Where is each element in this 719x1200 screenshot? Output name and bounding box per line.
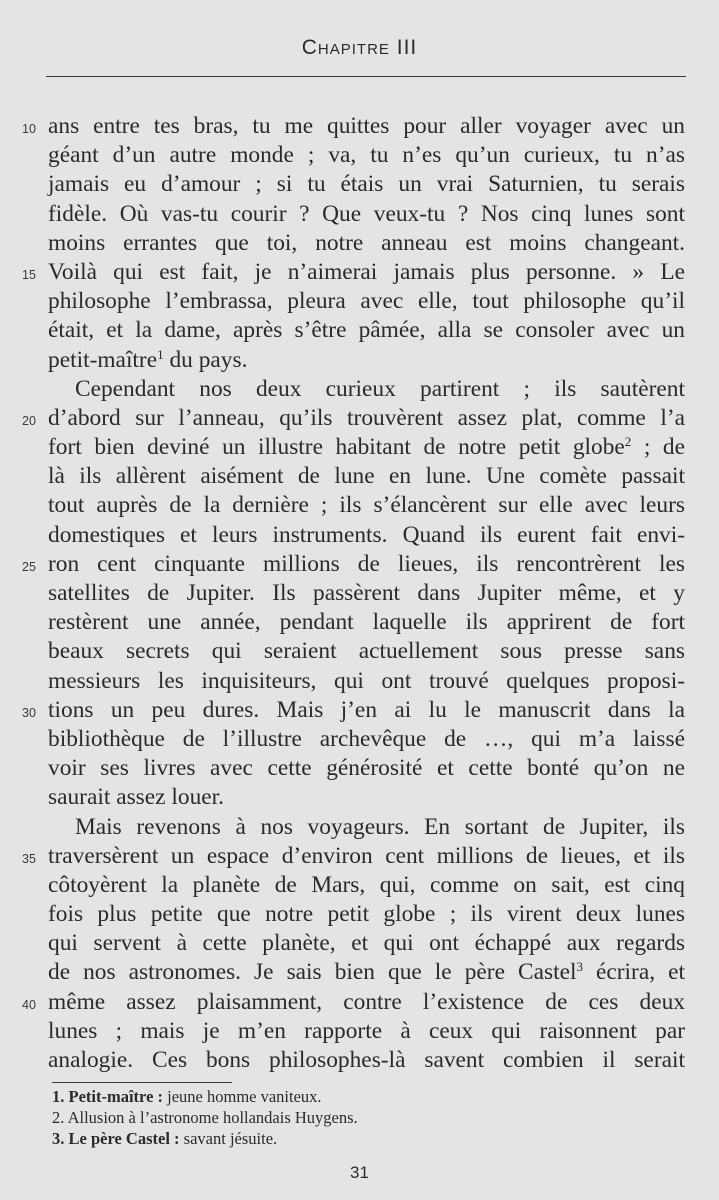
text-line: restèrent une année, pendant laquelle ils apprirent de fort bbox=[48, 609, 685, 636]
text-line: domestiques et leurs instruments. Quand ils eurent fait envi- bbox=[48, 521, 685, 548]
line-number: 20 bbox=[22, 414, 36, 428]
text-line: fois plus petite que notre petit globe ; ils virent deux lunes bbox=[48, 901, 685, 928]
text-line: beaux secrets qui seraient actuellement sous presse sans bbox=[48, 638, 685, 665]
line-number: 35 bbox=[22, 852, 36, 866]
footnote-ref: 1 bbox=[157, 346, 164, 362]
text-line: lunes ; mais je m’en rapporte à ceux qui raisonnent par bbox=[48, 1017, 685, 1044]
text-line: était, et la dame, après s’être pâmée, alla se consoler avec un bbox=[48, 317, 685, 344]
text-line: Mais revenons à nos voyageurs. En sortant de Jupiter, ils bbox=[75, 813, 685, 840]
text-line: fidèle. Où vas-tu courir ? Que veux-tu ? Nos cinq lunes sont bbox=[48, 200, 685, 227]
footnote-rule bbox=[52, 1082, 232, 1083]
text-line: là ils allèrent aisément de lune en lune. Une comète passait bbox=[48, 463, 685, 490]
text-fragment: petit-maître bbox=[48, 346, 158, 373]
text-fragment: fort bien deviné un illustre habitant de notre petit globe bbox=[48, 434, 625, 461]
text-line: ron cent cinquante millions de lieues, ils rencontrèrent les bbox=[48, 550, 685, 577]
text-line: saurait assez louer. bbox=[48, 784, 225, 811]
footnote-number: 1. bbox=[52, 1087, 65, 1106]
text-fragment: écrira, et bbox=[582, 959, 685, 986]
footnote-term: Petit-maître : bbox=[68, 1087, 164, 1106]
footnote-text: jeune homme vaniteux. bbox=[163, 1087, 322, 1106]
footnote-number: 3. bbox=[52, 1129, 65, 1148]
text-line: messieurs les inquisiteurs, qui ont trouvé quelques proposi- bbox=[48, 667, 685, 694]
footnote bbox=[52, 1086, 358, 1107]
text-line: ans entre tes bras, tu me quittes pour aller voyager avec un bbox=[48, 113, 685, 139]
text-line: traversèrent un espace d’environ cent millions de lieues, et ils bbox=[48, 842, 685, 869]
header-rule bbox=[46, 76, 686, 77]
footnote-number: 2. bbox=[52, 1108, 65, 1127]
text-line bbox=[48, 433, 685, 462]
text-line: Cependant nos deux curieux partirent ; ils sautèrent bbox=[75, 375, 685, 402]
text-line: tout auprès de la dernière ; ils s’élancèrent sur elle avec leurs bbox=[48, 492, 685, 519]
text-line: tions un peu dures. Mais j’en ai lu le manuscrit dans la bbox=[48, 696, 685, 723]
text-line: qui servent à cette planète, et qui ont échappé aux regards bbox=[48, 930, 685, 957]
text-line: bibliothèque de l’illustre archevêque de …, qui m’a laissé bbox=[48, 725, 685, 752]
text-line: géant d’un autre monde ; va, tu n’es qu’un curieux, tu n’as bbox=[48, 142, 685, 169]
footnote-text: savant jésuite. bbox=[179, 1129, 278, 1148]
text-line: même assez plaisamment, contre l’existence de ces deux bbox=[48, 988, 685, 1015]
text-line: satellites de Jupiter. Ils passèrent dans Jupiter même, et y bbox=[48, 580, 685, 606]
text-line: moins errantes que toi, notre anneau est moins changeant. bbox=[48, 229, 685, 256]
footnote-ref: 2 bbox=[624, 434, 632, 450]
line-number: 15 bbox=[22, 268, 36, 282]
body-text bbox=[48, 112, 685, 1075]
line-number: 25 bbox=[22, 560, 36, 574]
chapter-title: Chapitre III bbox=[301, 36, 418, 59]
chapter-header bbox=[0, 36, 719, 60]
footnote bbox=[52, 1107, 358, 1128]
text-line: voir ses livres avec cette générosité et cette bonté qu’on ne bbox=[48, 755, 685, 782]
footnote-ref: 3 bbox=[576, 959, 583, 975]
text-line: philosophe l’embrassa, pleura avec elle, tout philosophe qu’il bbox=[48, 288, 685, 315]
line-number: 30 bbox=[22, 706, 36, 720]
footnote-term: Le père Castel : bbox=[68, 1129, 180, 1148]
text-line: analogie. Ces bons philosophes-là savent combien il serait bbox=[48, 1047, 685, 1073]
footnote bbox=[52, 1128, 358, 1149]
text-line: côtoyèrent la planète de Mars, qui, comme on sait, est cinq bbox=[48, 871, 685, 898]
text-fragment: du pays. bbox=[169, 346, 248, 373]
footnote-text: Allusion à l’astronome hollandais Huygens. bbox=[67, 1108, 358, 1127]
page-number: 31 bbox=[350, 1163, 369, 1182]
line-number: 10 bbox=[22, 122, 36, 136]
text-fragment: de nos astronomes. Je sais bien que le père Castel bbox=[48, 959, 577, 986]
text-line: Voilà qui est fait, je n’aimerai jamais plus personne. » Le bbox=[48, 258, 685, 285]
line-number: 40 bbox=[22, 998, 36, 1012]
text-line bbox=[48, 958, 685, 987]
text-fragment: ; de bbox=[631, 434, 685, 461]
text-line: jamais eu d’amour ; si tu étais un vrai Saturnien, tu serais bbox=[48, 171, 685, 198]
footnotes bbox=[52, 1086, 358, 1149]
text-line: d’abord sur l’anneau, qu’ils trouvèrent assez plat, comme l’a bbox=[48, 404, 685, 431]
text-line bbox=[48, 346, 685, 375]
